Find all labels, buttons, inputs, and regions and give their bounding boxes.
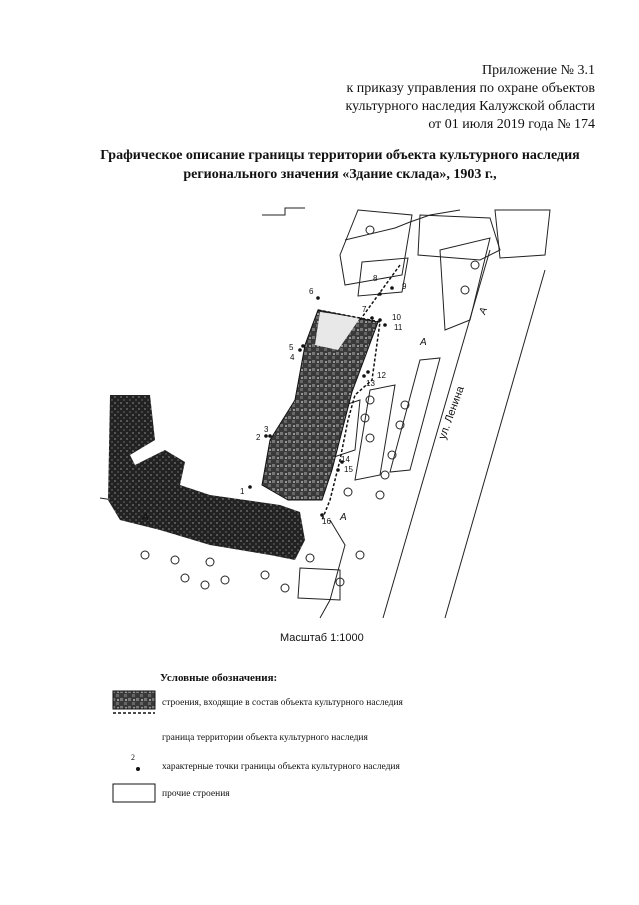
point-label-11: 11 xyxy=(394,323,403,332)
site-plan-map xyxy=(0,190,639,630)
legend-item-boundary: граница территории объекта культурного наследия xyxy=(162,733,368,743)
legend-point-sample: 2 xyxy=(131,753,135,762)
header-line-1: Приложение № 3.1 xyxy=(482,63,595,78)
point-label-16: 16 xyxy=(322,517,331,526)
legend-title: Условные обозначения: xyxy=(160,672,278,684)
header-block xyxy=(346,62,595,134)
point-label-7: 7 xyxy=(362,305,367,314)
legend-item-heritage: строения, входящие в состав объекта культурного наследия xyxy=(162,698,403,708)
zone-label-a-3: A xyxy=(340,512,347,523)
point-label-3: 3 xyxy=(264,425,269,434)
point-label-2: 2 xyxy=(256,433,261,442)
street-label: ул. Ленина xyxy=(436,384,467,442)
legend-other-building-icon xyxy=(112,783,156,803)
zone-label-a-1: A xyxy=(420,337,427,348)
title-line-2: регионального значения «Здание склада», 1903 г., xyxy=(183,167,497,182)
zone-label-a-4: A xyxy=(477,305,491,317)
legend-item-points: характерные точки границы объекта культурного наследия xyxy=(162,762,400,772)
title-line-1: Графическое описание границы территории объекта культурного наследия xyxy=(100,148,580,163)
point-label-14: 14 xyxy=(341,455,350,464)
point-label-15: 15 xyxy=(344,465,353,474)
point-label-6: 6 xyxy=(309,287,314,296)
zone-label-a-2: A xyxy=(142,512,149,523)
legend-heritage-icon xyxy=(112,690,156,716)
point-label-4: 4 xyxy=(290,353,295,362)
point-label-13: 13 xyxy=(366,379,375,388)
point-label-9: 9 xyxy=(402,282,407,291)
point-label-10: 10 xyxy=(392,313,401,322)
header-line-4: от 01 июля 2019 года № 174 xyxy=(428,117,595,132)
header-line-2: к приказу управления по охране объектов xyxy=(346,81,595,96)
point-label-1: 1 xyxy=(240,487,245,496)
point-label-12: 12 xyxy=(377,371,386,380)
point-label-5: 5 xyxy=(289,343,294,352)
legend-item-other: прочие строения xyxy=(162,789,230,799)
header-line-3: культурного наследия Калужской области xyxy=(345,99,595,114)
point-label-8: 8 xyxy=(373,274,378,283)
map-scale: Масштаб 1:1000 xyxy=(280,632,364,644)
document-title xyxy=(60,146,620,184)
